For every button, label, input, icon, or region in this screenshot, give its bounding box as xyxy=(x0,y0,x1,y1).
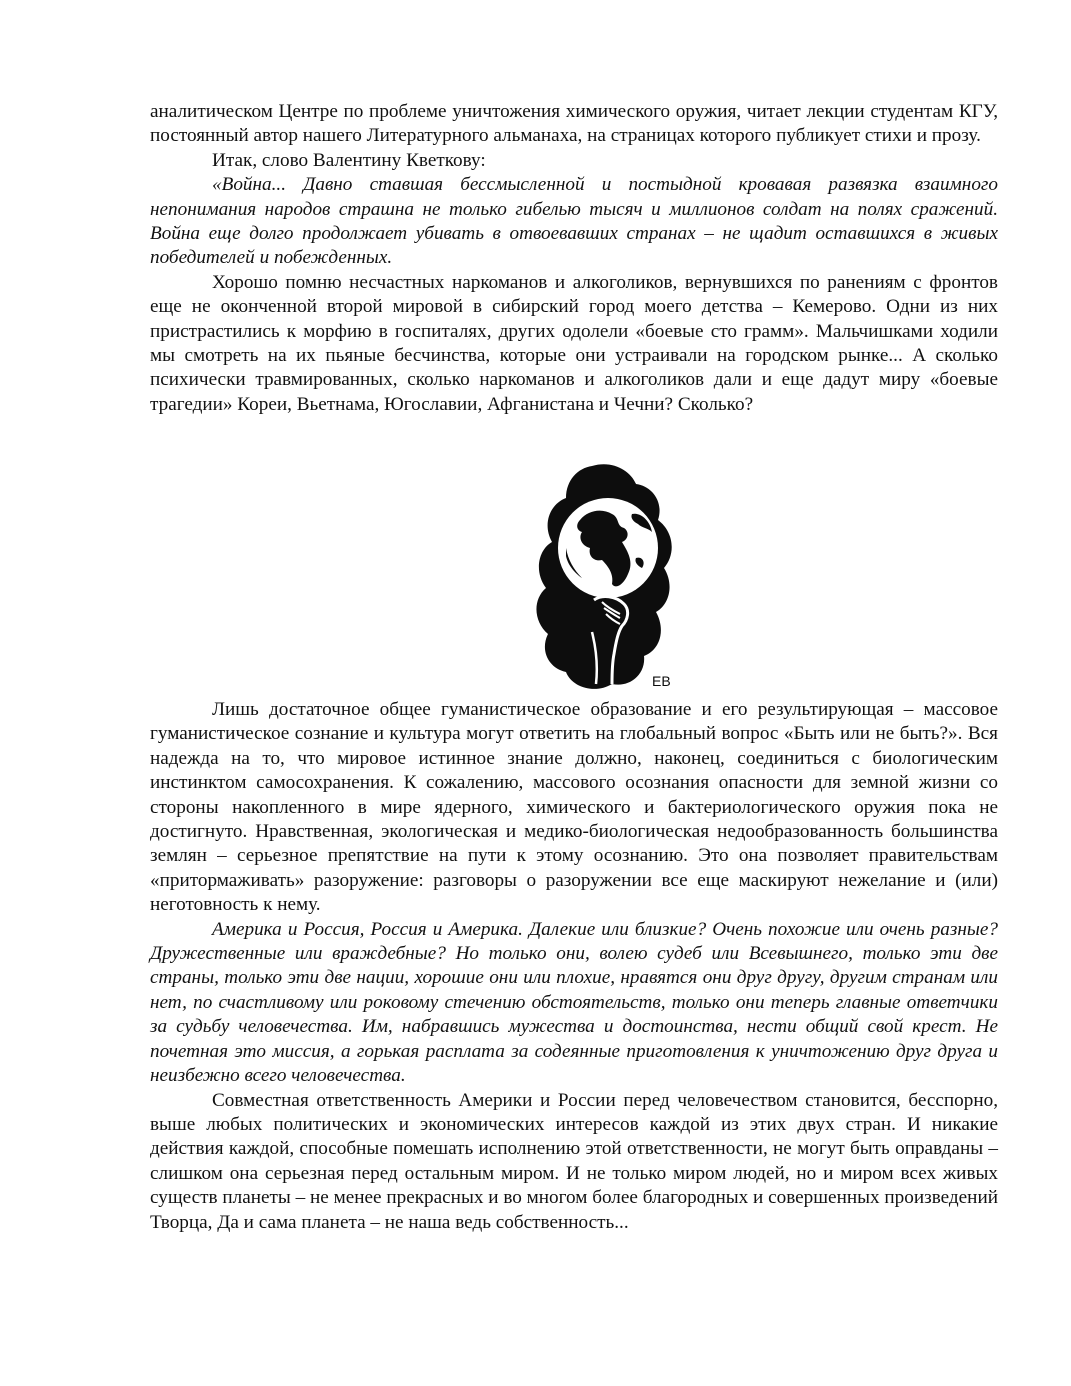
paragraph-continuation: аналитическом Центре по проблеме уничтожения химического оружия, читает лекции студентам КГУ, постоянный автор нашего Литературного альманаха, на страницах которого публикует стихи и прозу. xyxy=(150,101,998,147)
paragraph-responsibility: Совместная ответственность Америки и России перед человечеством становится, бесспорно, выше любых политических и экономических интересов каждой из этих двух стран. И никакие действия каждой, способные помешать исполнению этой ответственности, не могут быть оправданы – слишком она серьезная перед остальным миром. И не только миром людей, но и миром всех живых существ планеты – не менее прекрасных и во многом более благородных и совершенных произведений Творца, Да и сама планета – не наша ведь собственность... xyxy=(150,1089,998,1233)
paragraph-intro: Итак, слово Валентину Кветкову: xyxy=(212,149,486,171)
illustration-earth-in-hand xyxy=(532,462,680,694)
paragraph-memory: Хорошо помню несчастных наркоманов и алкоголиков, вернувшихся по ранениям с фронтов еще не оконченной второй мировой в сибирский город моего детства – Кемерово. Одни из них пристрастились к морфию в госпиталях, других одолели «боевые сто грамм». Мальчишками ходили мы смотреть на их пьяные бесчинства, которые они устраивали на городском рынке... А сколько психически травмированных, сколько наркоманов и алкоголиков дали и еще дадут миру «боевые трагедии» Кореи, Вьетнама, Югославии, Афганистана и Чечни? Сколько? xyxy=(150,271,998,415)
paragraph-education: Лишь достаточное общее гуманистическое образование и его результирующая – массовое гуманистическое сознание и культура могут ответить на глобальный вопрос «Быть или не быть?». Вся надежда на то, что мировое истинное знание должно, наконец, соединиться с биологическим инстинктом самосохранения. К сожалению, массового осознания опасности для земной жизни со стороны накопленного в мире ядерного, химического и бактериологического оружия пока не достигнуто. Нравственная, экологическая и медико-биологическая недообразованность большинства землян – серьезное препятствие на пути к этому осознанию. Это она позволяет правительствам «притормаживать» разоружение: разговоры о разоружении все еще маскируют нежелание и (или) неготовность к нему. xyxy=(150,699,998,916)
earth-in-hand-icon xyxy=(532,462,680,694)
paragraph-america-russia: Америка и Россия, Россия и Америка. Далекие или близкие? Очень похожие или очень разные? Дружественные или враждебные? Но только они, волею судеб или Всевышнего, только эти две страны, только эти две нации, хорошие они или плохие, нравятся они друг другу, другим странам или нет, по счастливому или роковому стечению обстоятельств, только они теперь главные ответчики за судьбу человечества. Им, набравшись мужества и достоинства, нести общий свой крест. Не почетная это миссия, а горькая расплата за содеянные приготовления к уничтожению друг друга и неизбежно всего человечества. xyxy=(150,918,998,1087)
text-block-bottom xyxy=(150,698,998,1235)
text-block-top xyxy=(150,100,998,417)
paragraph-quote: «Война... Давно ставшая бессмысленной и постыдной кровавая развязка взаимного непонимания народов страшна не только гибелью тысяч и миллионов солдат на полях сражений. Война еще долго продолжает убивать в отвоевавших странах – не щадит оставшихся в живых победителей и побежденных. xyxy=(150,174,998,269)
artist-monogram: EB xyxy=(652,673,671,689)
